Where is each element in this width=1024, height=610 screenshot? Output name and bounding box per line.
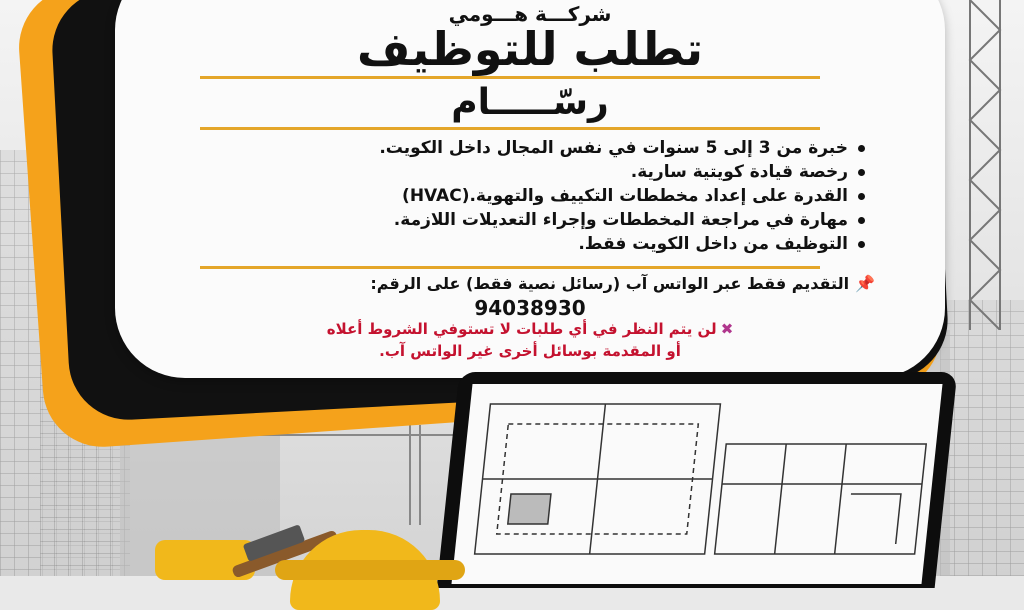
requirement-text: القدرة على إعداد مخططات التكييف والتهوية.(HVAC) (402, 186, 848, 206)
page-title: تطلب للتوظيف (356, 22, 704, 76)
list-item (379, 160, 865, 184)
hard-hat-rim (275, 560, 465, 580)
building-sketch (940, 300, 1024, 576)
divider (200, 76, 820, 79)
blueprint-drawing (451, 384, 942, 584)
phone-number[interactable]: 94038930 (474, 296, 586, 320)
crane-icon (950, 0, 1024, 330)
apply-instructions (370, 274, 875, 293)
bullet-icon (858, 169, 865, 176)
list-item (379, 136, 865, 160)
warning-text (140, 320, 920, 338)
poster-content (140, 0, 920, 380)
apply-text: التقديم فقط عبر الواتس آب (رسائل نصية فقط) على الرقم: (370, 274, 850, 293)
requirement-text: خبرة من 3 إلى 5 سنوات في نفس المجال داخل الكويت. (379, 138, 848, 158)
requirements-list (379, 136, 865, 256)
requirement-text: مهارة في مراجعة المخططات وإجراء التعديلات اللازمة. (393, 210, 848, 230)
bullet-icon (858, 241, 865, 248)
bullet-icon (858, 217, 865, 224)
bullet-icon (858, 145, 865, 152)
cross-mark-icon: ✖ (720, 320, 734, 338)
warning-text-2: أو المقدمة بوسائل أخرى غير الواتس آب. (379, 342, 681, 360)
warning-line-1: لن يتم النظر في أي طلبات لا تستوفي الشروط أعلاه (326, 320, 717, 338)
pushpin-icon: 📌 (855, 274, 875, 293)
list-item (379, 232, 865, 256)
job-role: رسّـــــام (451, 82, 609, 123)
list-item (379, 184, 865, 208)
requirement-text: رخصة قيادة كويتية سارية. (630, 162, 848, 182)
requirement-text: التوظيف من داخل الكويت فقط. (578, 234, 848, 254)
bullet-icon (858, 193, 865, 200)
blueprint-icon (451, 384, 942, 584)
company-name: شركـــة هـــومي (448, 2, 612, 26)
list-item (379, 208, 865, 232)
divider (200, 127, 820, 130)
divider (200, 266, 820, 269)
